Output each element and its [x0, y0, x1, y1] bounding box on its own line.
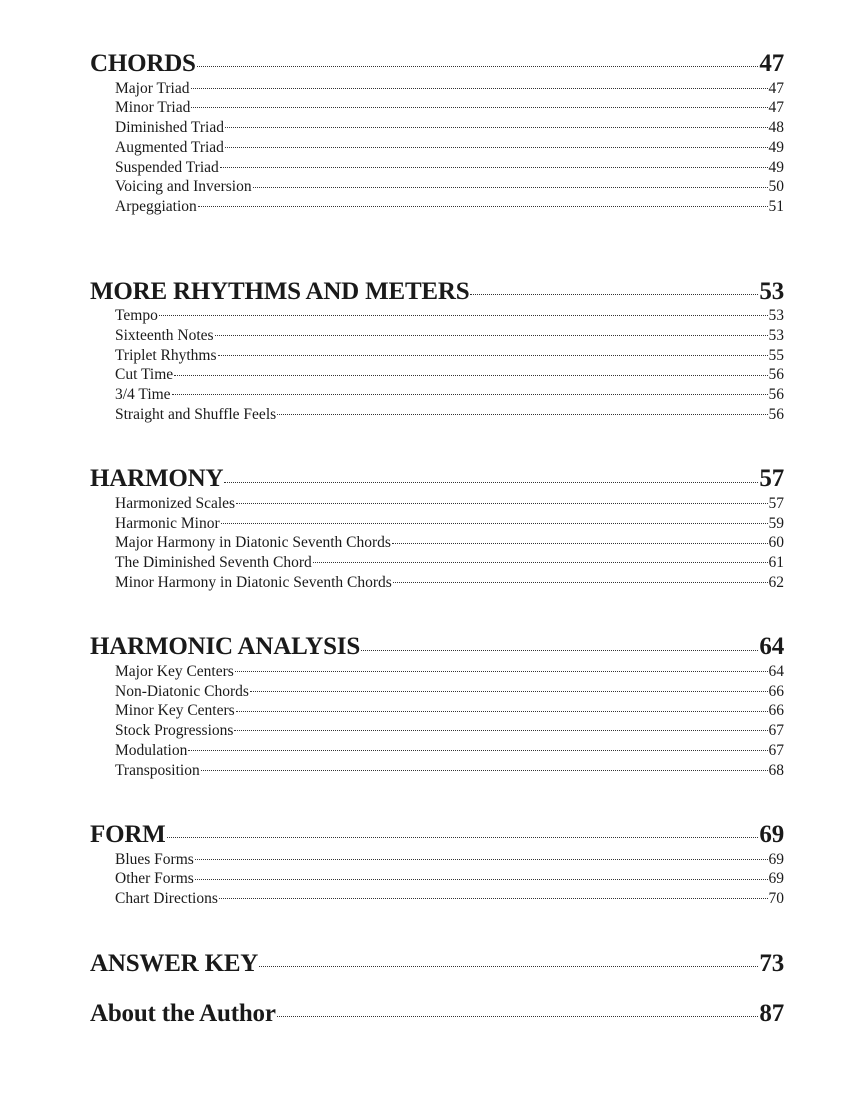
dot-leader: [253, 176, 768, 192]
entry-page-number: 66: [768, 702, 784, 720]
toc-entry[interactable]: [115, 492, 784, 512]
entry-title: Chart Directions: [115, 890, 218, 908]
entry-title: Harmonized Scales: [115, 494, 236, 512]
entry-title: Major Triad: [115, 79, 190, 97]
dot-leader: [195, 868, 768, 884]
entry-page-number: 49: [768, 138, 784, 156]
entry-title: Sixteenth Notes: [115, 326, 214, 344]
entry-title: Other Forms: [115, 870, 194, 888]
entry-title: Modulation: [115, 742, 188, 760]
toc-entry[interactable]: [115, 156, 784, 176]
toc-entry[interactable]: [115, 888, 784, 908]
entry-title: Cut Time: [115, 366, 174, 384]
section-title: ANSWER KEY: [90, 949, 259, 977]
toc-section: [90, 946, 784, 976]
dot-leader: [259, 946, 758, 971]
toc-entry[interactable]: [115, 868, 784, 888]
entry-title: Stock Progressions: [115, 722, 234, 740]
toc-section-heading[interactable]: [90, 996, 784, 1026]
toc-entry-list: [90, 848, 784, 907]
section-title: CHORDS: [90, 50, 196, 77]
toc-entry[interactable]: [115, 740, 784, 760]
entry-title: Suspended Triad: [115, 158, 219, 176]
dot-leader: [224, 461, 758, 486]
toc-section: [90, 817, 784, 907]
toc-section-heading[interactable]: [90, 946, 784, 976]
entry-page-number: 67: [768, 742, 784, 760]
dot-leader: [234, 720, 767, 736]
toc-entry[interactable]: [115, 512, 784, 532]
entry-page-number: 51: [768, 198, 784, 216]
toc-entry[interactable]: [115, 324, 784, 344]
table-of-contents: [90, 46, 784, 1026]
dot-leader: [392, 532, 768, 548]
dot-leader: [197, 46, 759, 71]
toc-entry[interactable]: [115, 196, 784, 216]
entry-page-number: 47: [768, 99, 784, 117]
entry-page-number: 47: [768, 79, 784, 97]
section-page-number: 57: [759, 465, 784, 493]
entry-page-number: 50: [768, 178, 784, 196]
toc-section-heading[interactable]: [90, 274, 784, 304]
dot-leader: [167, 817, 759, 842]
entry-title: Minor Harmony in Diatonic Seventh Chords: [115, 574, 392, 592]
dot-leader: [236, 492, 767, 508]
toc-section-heading[interactable]: [90, 629, 784, 659]
section-page-number: 69: [759, 821, 784, 849]
toc-section-heading[interactable]: [90, 46, 784, 76]
entry-title: Minor Key Centers: [115, 702, 235, 720]
toc-entry[interactable]: [115, 384, 784, 404]
entry-page-number: 66: [768, 682, 784, 700]
toc-entry[interactable]: [115, 572, 784, 592]
section-page-number: 47: [759, 50, 784, 77]
toc-entry[interactable]: [115, 848, 784, 868]
entry-title: The Diminished Seventh Chord: [115, 554, 312, 572]
entry-page-number: 56: [768, 366, 784, 384]
entry-page-number: 56: [768, 406, 784, 424]
entry-page-number: 49: [768, 158, 784, 176]
dot-leader: [198, 196, 768, 212]
toc-section-heading[interactable]: [90, 461, 784, 491]
dot-leader: [218, 344, 768, 360]
toc-entry-list: [90, 660, 784, 779]
dot-leader: [219, 888, 768, 904]
entry-title: Blues Forms: [115, 850, 194, 868]
toc-entry[interactable]: [115, 305, 784, 325]
toc-entry[interactable]: [115, 136, 784, 156]
entry-title: Triplet Rhythms: [115, 346, 217, 364]
entry-page-number: 60: [768, 534, 784, 552]
entry-title: Non-Diatonic Chords: [115, 682, 249, 700]
toc-section: [90, 629, 784, 779]
entry-title: Harmonic Minor: [115, 514, 220, 532]
entry-page-number: 59: [768, 514, 784, 532]
section-title: HARMONIC ANALYSIS: [90, 633, 361, 661]
entry-page-number: 56: [768, 386, 784, 404]
toc-entry-list: [90, 492, 784, 591]
toc-section-heading[interactable]: [90, 817, 784, 847]
toc-entry[interactable]: [115, 700, 784, 720]
entry-page-number: 67: [768, 722, 784, 740]
dot-leader: [470, 274, 758, 299]
entry-page-number: 69: [768, 850, 784, 868]
toc-entry[interactable]: [115, 344, 784, 364]
toc-entry-list: [90, 77, 784, 216]
toc-section: [90, 461, 784, 591]
section-page-number: 53: [759, 277, 784, 305]
section-title: MORE RHYTHMS AND METERS: [90, 277, 470, 305]
dot-leader: [191, 97, 767, 113]
dot-leader: [195, 848, 768, 864]
entry-page-number: 68: [768, 761, 784, 779]
dot-leader: [188, 740, 767, 756]
entry-page-number: 61: [768, 554, 784, 572]
toc-entry[interactable]: [115, 404, 784, 424]
toc-entry[interactable]: [115, 176, 784, 196]
entry-page-number: 69: [768, 870, 784, 888]
entry-title: Transposition: [115, 761, 200, 779]
toc-entry-list: [90, 305, 784, 424]
toc-entry[interactable]: [115, 680, 784, 700]
entry-page-number: 70: [768, 890, 784, 908]
entry-title: Minor Triad: [115, 99, 191, 117]
dot-leader: [221, 512, 768, 528]
dot-leader: [235, 660, 768, 676]
dot-leader: [172, 384, 768, 400]
dot-leader: [313, 552, 768, 568]
toc-section: [90, 996, 784, 1026]
toc-entry[interactable]: [115, 77, 784, 97]
entry-title: Major Key Centers: [115, 662, 234, 680]
entry-title: Diminished Triad: [115, 119, 224, 137]
dot-leader: [393, 572, 768, 588]
entry-title: Arpeggiation: [115, 198, 197, 216]
entry-page-number: 64: [768, 662, 784, 680]
section-page-number: 87: [759, 999, 784, 1027]
dot-leader: [277, 404, 767, 420]
toc-section: [90, 46, 784, 216]
dot-leader: [236, 700, 768, 716]
toc-entry[interactable]: [115, 660, 784, 680]
dot-leader: [174, 364, 767, 380]
entry-title: Augmented Triad: [115, 138, 224, 156]
section-title: HARMONY: [90, 465, 224, 493]
toc-section: [90, 274, 784, 424]
entry-title: Major Harmony in Diatonic Seventh Chords: [115, 534, 391, 552]
toc-entry[interactable]: [115, 720, 784, 740]
entry-title: Voicing and Inversion: [115, 178, 252, 196]
entry-page-number: 48: [768, 119, 784, 137]
entry-page-number: 53: [768, 307, 784, 325]
section-page-number: 73: [759, 949, 784, 977]
dot-leader: [215, 324, 768, 340]
entry-page-number: 55: [768, 346, 784, 364]
dot-leader: [277, 996, 759, 1021]
dot-leader: [201, 759, 768, 775]
section-title: FORM: [90, 821, 166, 849]
entry-title: Tempo: [115, 307, 158, 325]
dot-leader: [220, 156, 768, 172]
dot-leader: [250, 680, 768, 696]
entry-title: Straight and Shuffle Feels: [115, 406, 277, 424]
toc-entry[interactable]: [115, 759, 784, 779]
dot-leader: [225, 117, 768, 133]
toc-entry[interactable]: [115, 117, 784, 137]
section-title: About the Author: [90, 999, 276, 1027]
toc-entry[interactable]: [115, 532, 784, 552]
dot-leader: [225, 136, 768, 152]
dot-leader: [191, 77, 768, 93]
toc-entry[interactable]: [115, 97, 784, 117]
section-page-number: 64: [759, 633, 784, 661]
dot-leader: [159, 305, 768, 321]
entry-page-number: 57: [768, 494, 784, 512]
entry-title: 3/4 Time: [115, 386, 171, 404]
entry-page-number: 62: [768, 574, 784, 592]
toc-entry[interactable]: [115, 364, 784, 384]
entry-page-number: 53: [768, 326, 784, 344]
toc-entry[interactable]: [115, 552, 784, 572]
dot-leader: [361, 629, 758, 654]
